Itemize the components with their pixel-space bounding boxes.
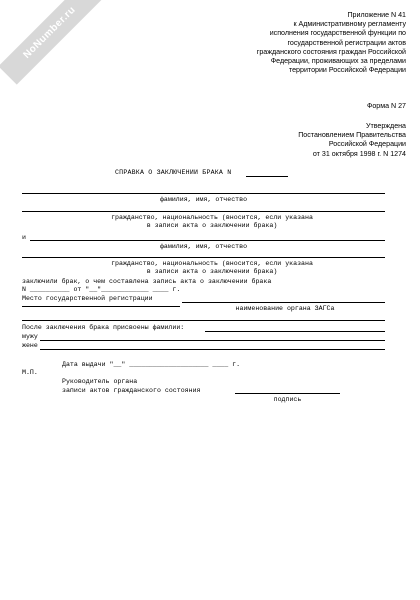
caption-line: гражданство, национальность (вносится, если указана — [111, 214, 313, 221]
person1-citizenship-caption — [22, 214, 402, 231]
signature-field[interactable] — [235, 393, 340, 394]
issue-date-field[interactable]: Дата выдачи "__" ____________________ ____ г. — [62, 361, 241, 368]
header-line: Приложение N 41 — [347, 11, 406, 19]
caption-line: гражданство, национальность (вносится, если указана — [111, 260, 313, 267]
appendix-header — [206, 11, 406, 75]
form-number: Форма N 27 — [366, 102, 406, 110]
stamp-placeholder: М.П. — [22, 369, 38, 376]
watermark-banner: NoNumber.ru — [0, 0, 102, 85]
registration-place-field[interactable] — [182, 302, 385, 303]
person2-fio-caption: фамилия, имя, отчество — [159, 243, 248, 250]
header-line: к Административному регламенту — [293, 20, 406, 29]
approval-line: от 31 октября 1998 г. N 1274 — [312, 149, 406, 158]
organ-name-caption: наименование органа ЗАГСа — [235, 305, 335, 312]
registration-place-label: Место государственной регистрации — [22, 295, 153, 302]
person2-citizenship-field[interactable] — [22, 257, 385, 258]
document-title: СПРАВКА О ЗАКЛЮЧЕНИИ БРАКА N — [115, 169, 232, 176]
head-title-line1: Руководитель органа — [62, 378, 138, 385]
person2-fio-field[interactable] — [30, 240, 385, 241]
certificate-number-field[interactable] — [246, 176, 288, 177]
person1-fio-field[interactable] — [22, 193, 385, 194]
registration-place-field-2[interactable] — [22, 306, 180, 307]
caption-line: в записи акта о заключении брака) — [146, 268, 278, 276]
person1-citizenship-field[interactable] — [22, 211, 385, 212]
person1-fio-caption: фамилия, имя, отчество — [159, 196, 248, 203]
approval-line: Российской Федерации — [328, 140, 406, 149]
husband-label: мужу — [22, 333, 38, 340]
caption-line: в записи акта о заключении брака) — [146, 222, 278, 230]
approval-block — [216, 122, 406, 159]
section-divider — [22, 320, 385, 321]
approval-line: Постановлением Правительства — [298, 131, 406, 140]
and-label: и — [22, 234, 26, 241]
person2-citizenship-caption — [22, 260, 402, 277]
husband-surname-field[interactable] — [40, 340, 385, 341]
assigned-surnames-field[interactable] — [205, 331, 385, 332]
header-line: Федерации, проживающих за пределами — [270, 57, 406, 66]
header-line: государственной регистрации актов — [287, 38, 406, 47]
wife-surname-field[interactable] — [40, 349, 385, 350]
approval-line: Утверждена — [365, 122, 406, 130]
wife-label: жене — [22, 342, 38, 349]
header-line: гражданского состояния граждан Российской — [256, 47, 406, 56]
assigned-surnames-label: После заключения брака присвоены фамилии: — [22, 324, 185, 331]
header-line: территории Российской Федерации — [288, 66, 406, 75]
header-line: исполнения государственной функции по — [269, 29, 406, 38]
signature-caption: подпись — [273, 396, 302, 403]
record-number-date-field[interactable]: N __________ от "__"____________ ____ г. — [22, 286, 181, 293]
head-title-line2: записи актов гражданского состояния — [62, 387, 201, 394]
marriage-record-text: заключили брак, о чем составлена запись акта о заключении брака — [22, 278, 272, 285]
